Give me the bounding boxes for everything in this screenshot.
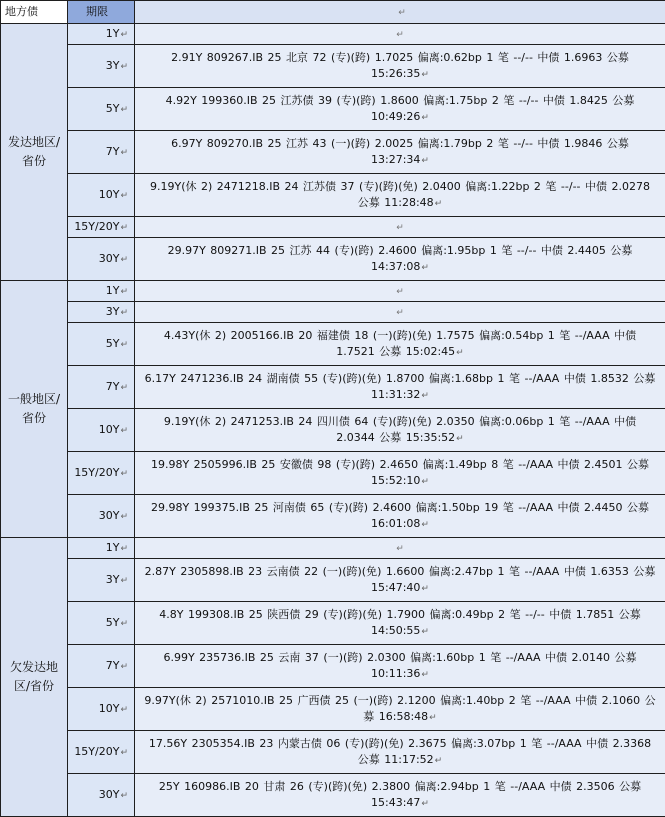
bond-quote-cell — [135, 538, 665, 559]
bond-quote-cell — [135, 88, 665, 131]
term-cell — [68, 238, 135, 281]
term-cell — [68, 174, 135, 217]
term-cell — [68, 452, 135, 495]
header-term: 期限 — [68, 1, 135, 24]
term-label: 3Y — [106, 305, 120, 318]
paragraph-mark-icon: ↵ — [120, 148, 128, 158]
bond-quote-text: 9.19Y(休 2) 2471253.IB 24 四川债 64 (专)(跨)(免) 2.0350 偏离:0.06bp 1 笔 --/AAA 中债 2.0344 公募 15:35:52 — [164, 415, 636, 444]
paragraph-mark-icon: ↵ — [120, 705, 128, 715]
bond-quote-cell — [135, 495, 665, 538]
paragraph-mark-icon: ↵ — [120, 791, 128, 801]
paragraph-mark-icon: ↵ — [421, 799, 429, 809]
bond-quote-cell — [135, 238, 665, 281]
region-label: 一般地区/省份 — [1, 281, 68, 538]
bond-quote-cell — [135, 174, 665, 217]
paragraph-mark-icon: ↵ — [398, 8, 406, 18]
term-label: 30Y — [99, 252, 120, 265]
bond-quote-cell — [135, 688, 665, 731]
paragraph-mark-icon: ↵ — [421, 113, 429, 123]
term-label: 30Y — [99, 788, 120, 801]
paragraph-mark-icon: ↵ — [120, 426, 128, 436]
paragraph-mark-icon: ↵ — [421, 670, 429, 680]
paragraph-mark-icon: ↵ — [396, 544, 404, 554]
term-label: 15Y/20Y — [74, 745, 119, 758]
bond-quote-text: 29.97Y 809271.IB 25 江苏 44 (专)(跨) 2.4600 偏离:1.95bp 1 笔 --/-- 中债 2.4405 公募 14:37:08 — [168, 244, 633, 273]
bond-quote-cell — [135, 45, 665, 88]
paragraph-mark-icon: ↵ — [435, 756, 443, 766]
table-row — [1, 238, 665, 281]
bond-quote-text: 19.98Y 2505996.IB 25 安徽债 98 (专)(跨) 2.4650 偏离:1.49bp 8 笔 --/AAA 中债 2.4501 公募 15:52:10 — [151, 458, 649, 487]
table-row — [1, 452, 665, 495]
term-label: 3Y — [106, 59, 120, 72]
term-label: 5Y — [106, 102, 120, 115]
paragraph-mark-icon: ↵ — [120, 308, 128, 318]
term-cell — [68, 131, 135, 174]
term-label: 5Y — [106, 616, 120, 629]
table-row — [1, 688, 665, 731]
bond-quote-cell — [135, 559, 665, 602]
bond-quote-text: 6.17Y 2471236.IB 24 湖南债 55 (专)(跨)(免) 1.8700 偏离:1.68bp 1 笔 --/AAA 中债 1.8532 公募 11:31:32 — [145, 372, 656, 401]
bond-quote-text: 4.92Y 199360.IB 25 江苏债 39 (专)(跨) 1.8600 偏离:1.75bp 2 笔 --/-- 中债 1.8425 公募 10:49:26 — [166, 94, 635, 123]
bond-quote-text: 2.87Y 2305898.IB 23 云南债 22 (一)(跨)(免) 1.6600 偏离:2.47bp 1 笔 --/AAA 中债 1.6353 公募 15:47:40 — [145, 565, 656, 594]
paragraph-mark-icon: ↵ — [120, 383, 128, 393]
term-cell — [68, 645, 135, 688]
term-label: 10Y — [99, 423, 120, 436]
bond-quote-cell — [135, 131, 665, 174]
term-label: 15Y/20Y — [74, 220, 119, 233]
table-row — [1, 323, 665, 366]
region-label: 发达地区/省份 — [1, 24, 68, 281]
header-content — [135, 1, 665, 24]
paragraph-mark-icon: ↵ — [120, 748, 128, 758]
term-cell — [68, 559, 135, 602]
table-row — [1, 495, 665, 538]
term-cell — [68, 774, 135, 817]
term-cell — [68, 602, 135, 645]
term-label: 30Y — [99, 509, 120, 522]
paragraph-mark-icon: ↵ — [421, 391, 429, 401]
paragraph-mark-icon: ↵ — [421, 584, 429, 594]
table-row — [1, 174, 665, 217]
table-row — [1, 409, 665, 452]
bond-quote-text: 17.56Y 2305354.IB 23 内蒙古债 06 (专)(跨)(免) 2.3675 偏离:3.07bp 1 笔 --/AAA 中债 2.3368 公募 11:17:52 — [149, 737, 651, 766]
bond-quote-text: 29.98Y 199375.IB 25 河南债 65 (专)(跨) 2.4600 偏离:1.50bp 19 笔 --/AAA 中债 2.4450 公募 16:01:08 — [151, 501, 649, 530]
paragraph-mark-icon: ↵ — [421, 70, 429, 80]
table-row — [1, 302, 665, 323]
table-row — [1, 131, 665, 174]
bond-quote-text: 9.97Y(休 2) 2571010.IB 25 广西债 25 (一)(跨) 2.1200 偏离:1.40bp 2 笔 --/AAA 中债 2.1060 公募 16:58:48 — [144, 694, 655, 723]
bond-quote-cell — [135, 302, 665, 323]
table-row — [1, 538, 665, 559]
bond-quote-cell — [135, 217, 665, 238]
term-label: 3Y — [106, 573, 120, 586]
table-row — [1, 602, 665, 645]
term-cell — [68, 217, 135, 238]
paragraph-mark-icon: ↵ — [421, 520, 429, 530]
bond-quote-text: 4.43Y(休 2) 2005166.IB 20 福建债 18 (一)(跨)(免) 1.7575 偏离:0.54bp 1 笔 --/AAA 中债 1.7521 公募 15:02:45 — [164, 329, 636, 358]
table-row — [1, 645, 665, 688]
term-cell — [68, 88, 135, 131]
table-row — [1, 731, 665, 774]
table-row — [1, 774, 665, 817]
paragraph-mark-icon: ↵ — [120, 62, 128, 72]
paragraph-mark-icon: ↵ — [120, 105, 128, 115]
bond-quote-cell — [135, 366, 665, 409]
paragraph-mark-icon: ↵ — [120, 340, 128, 350]
bond-quote-cell — [135, 602, 665, 645]
bond-quote-text: 9.19Y(休 2) 2471218.IB 24 江苏债 37 (专)(跨)(免) 2.0400 偏离:1.22bp 2 笔 --/-- 中债 2.0278 公募 11:28:48 — [150, 180, 650, 209]
bond-quote-cell — [135, 774, 665, 817]
paragraph-mark-icon: ↵ — [396, 223, 404, 233]
term-label: 10Y — [99, 188, 120, 201]
paragraph-mark-icon: ↵ — [456, 434, 464, 444]
paragraph-mark-icon: ↵ — [396, 30, 404, 40]
table-row — [1, 366, 665, 409]
bond-quote-text: 6.97Y 809270.IB 25 江苏 43 (一)(跨) 2.0025 偏离:1.79bp 2 笔 --/-- 中债 1.9846 公募 13:27:34 — [171, 137, 629, 166]
term-label: 1Y — [106, 541, 120, 554]
term-cell — [68, 495, 135, 538]
table-row — [1, 88, 665, 131]
term-cell — [68, 24, 135, 45]
paragraph-mark-icon: ↵ — [120, 223, 128, 233]
term-cell — [68, 366, 135, 409]
term-cell — [68, 731, 135, 774]
term-cell — [68, 688, 135, 731]
table-row — [1, 281, 665, 302]
paragraph-mark-icon: ↵ — [421, 477, 429, 487]
term-label: 5Y — [106, 337, 120, 350]
paragraph-mark-icon: ↵ — [120, 469, 128, 479]
paragraph-mark-icon: ↵ — [120, 191, 128, 201]
paragraph-mark-icon: ↵ — [456, 348, 464, 358]
term-cell — [68, 281, 135, 302]
paragraph-mark-icon: ↵ — [120, 30, 128, 40]
term-cell — [68, 45, 135, 88]
paragraph-mark-icon: ↵ — [120, 662, 128, 672]
paragraph-mark-icon: ↵ — [120, 255, 128, 265]
table-row — [1, 45, 665, 88]
paragraph-mark-icon: ↵ — [421, 156, 429, 166]
paragraph-mark-icon: ↵ — [120, 619, 128, 629]
bond-quote-text: 6.99Y 235736.IB 25 云南 37 (一)(跨) 2.0300 偏离:1.60bp 1 笔 --/AAA 中债 2.0140 公募 10:11:36 — [163, 651, 636, 680]
paragraph-mark-icon: ↵ — [396, 287, 404, 297]
bond-quote-text: 4.8Y 199308.IB 25 陕西债 29 (专)(跨)(免) 1.7900 偏离:0.49bp 2 笔 --/-- 中债 1.7851 公募 14:50:55 — [159, 608, 640, 637]
paragraph-mark-icon: ↵ — [120, 544, 128, 554]
bond-quote-cell — [135, 24, 665, 45]
table-body — [1, 24, 665, 817]
region-label: 欠发达地区/省份 — [1, 538, 68, 817]
term-label: 1Y — [106, 27, 120, 40]
bond-quote-text: 2.91Y 809267.IB 25 北京 72 (专)(跨) 1.7025 偏离:0.62bp 1 笔 --/-- 中债 1.6963 公募 15:26:35 — [171, 51, 629, 80]
paragraph-mark-icon: ↵ — [435, 199, 443, 209]
term-cell — [68, 538, 135, 559]
term-cell — [68, 302, 135, 323]
paragraph-mark-icon: ↵ — [120, 512, 128, 522]
header-region: 地方债 — [1, 1, 68, 24]
term-cell — [68, 409, 135, 452]
table-row — [1, 559, 665, 602]
term-label: 10Y — [99, 702, 120, 715]
term-label: 7Y — [106, 659, 120, 672]
bond-quote-cell — [135, 645, 665, 688]
paragraph-mark-icon: ↵ — [429, 713, 437, 723]
term-cell — [68, 323, 135, 366]
paragraph-mark-icon: ↵ — [421, 627, 429, 637]
bond-quote-cell — [135, 409, 665, 452]
bond-quote-cell — [135, 452, 665, 495]
term-label: 15Y/20Y — [74, 466, 119, 479]
paragraph-mark-icon: ↵ — [120, 287, 128, 297]
paragraph-mark-icon: ↵ — [120, 576, 128, 586]
header-row — [1, 1, 665, 24]
bond-quote-cell — [135, 731, 665, 774]
bond-quote-text: 25Y 160986.IB 20 甘肃 26 (专)(跨)(免) 2.3800 偏离:2.94bp 1 笔 --/AAA 中债 2.3506 公募 15:43:47 — [159, 780, 641, 809]
term-label: 1Y — [106, 284, 120, 297]
paragraph-mark-icon: ↵ — [396, 308, 404, 318]
term-label: 7Y — [106, 145, 120, 158]
table-row — [1, 24, 665, 45]
term-label: 7Y — [106, 380, 120, 393]
bond-quote-cell — [135, 323, 665, 366]
paragraph-mark-icon: ↵ — [421, 263, 429, 273]
bond-quote-cell — [135, 281, 665, 302]
table-row — [1, 217, 665, 238]
